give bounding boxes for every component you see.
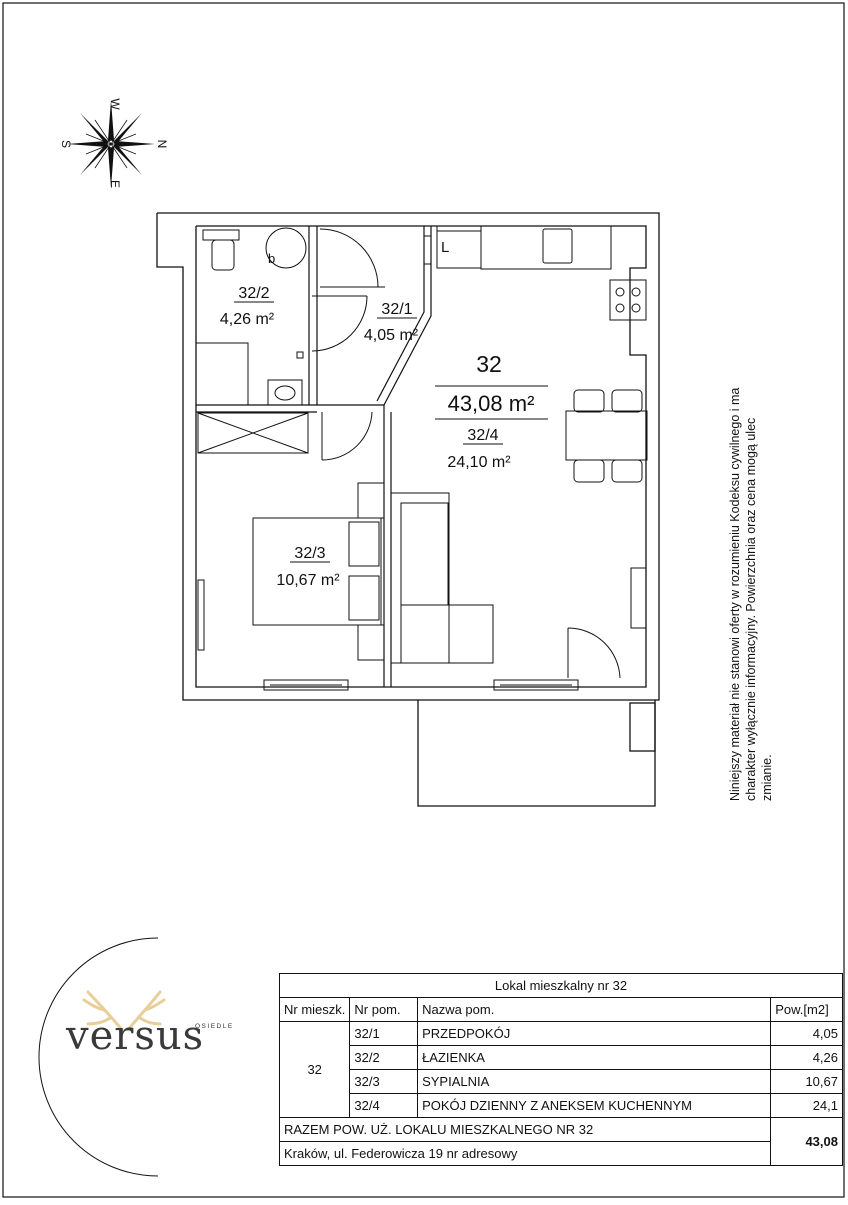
logo-small-text: OSIEDLE <box>195 1023 234 1030</box>
room-area-32-2: 4,26 m² <box>219 311 275 328</box>
table-row <box>280 1022 843 1046</box>
table-row <box>280 1094 843 1118</box>
compass-east: E <box>108 179 122 189</box>
room-no-cell: 32/4 <box>350 1094 418 1118</box>
room-no-cell: 32/1 <box>350 1022 418 1046</box>
room-no-cell: 32/3 <box>350 1070 418 1094</box>
table-row <box>280 1046 843 1070</box>
total-row <box>280 1118 843 1142</box>
header-area: Pow.[m2] <box>771 998 843 1022</box>
logo-brand-text: versus <box>66 1013 205 1059</box>
room-area-32-4: 24,10 m² <box>447 454 511 471</box>
total-value: 43,08 <box>771 1118 843 1166</box>
address-text: Kraków, ul. Federowicza 19 nr adresowy <box>280 1142 771 1166</box>
legal-disclaimer: Niniejszy materiał nie stanowi oferty w rozumieniu Kodeksu cywilnego i ma charakter wyłącznie informacyjny. Powierzchnia oraz cena mogą ulec zmianie. <box>728 387 774 801</box>
header-room-no: Nr pom. <box>350 998 418 1022</box>
room-area-cell: 4,05 <box>771 1022 843 1046</box>
address-row <box>280 1142 843 1166</box>
compass-rose-icon <box>67 100 155 188</box>
unit-total-area: 43,08 m² <box>447 391 535 416</box>
header-unit-no: Nr mieszk. <box>280 998 350 1022</box>
room-area-cell: 10,67 <box>771 1070 843 1094</box>
room-area-cell: 24,1 <box>771 1094 843 1118</box>
compass-west: W <box>108 98 122 110</box>
room-name-cell: PRZEDPOKÓJ <box>418 1022 771 1046</box>
room-name-cell: SYPIALNIA <box>418 1070 771 1094</box>
room-table <box>279 973 843 1166</box>
compass-north: N <box>155 139 169 149</box>
room-area-32-1: 4,05 m² <box>363 327 419 344</box>
room-no-cell: 32/2 <box>350 1046 418 1070</box>
interior-walls <box>196 226 431 687</box>
compass-south: S <box>59 139 73 149</box>
fridge-label: L <box>441 239 450 256</box>
room-area-cell: 4,26 <box>771 1046 843 1070</box>
header-room-name: Nazwa pom. <box>418 998 771 1022</box>
table-row <box>280 1070 843 1094</box>
room-name-cell: POKÓJ DZIENNY Z ANEKSEM KUCHENNYM <box>418 1094 771 1118</box>
unit-number: 32 <box>476 351 502 377</box>
table-title: Lokal mieszkalny nr 32 <box>280 974 843 998</box>
total-label: RAZEM POW. UŻ. LOKALU MIESZKALNEGO NR 32 <box>280 1118 771 1142</box>
room-id-32-2: 32/2 <box>238 285 270 302</box>
unit-no-cell: 32 <box>280 1022 350 1118</box>
boiler-label: b <box>268 251 276 266</box>
room-area-32-3: 10,67 m² <box>276 572 340 589</box>
bedroom-furniture <box>198 413 384 690</box>
room-id-32-3: 32/3 <box>294 545 326 562</box>
table-header-row <box>280 998 843 1022</box>
room-id-32-4: 32/4 <box>467 427 499 444</box>
kitchen-furniture <box>391 226 647 690</box>
versus-logo <box>60 985 260 1085</box>
room-id-32-1: 32/1 <box>381 301 413 318</box>
room-name-cell: ŁAZIENKA <box>418 1046 771 1070</box>
